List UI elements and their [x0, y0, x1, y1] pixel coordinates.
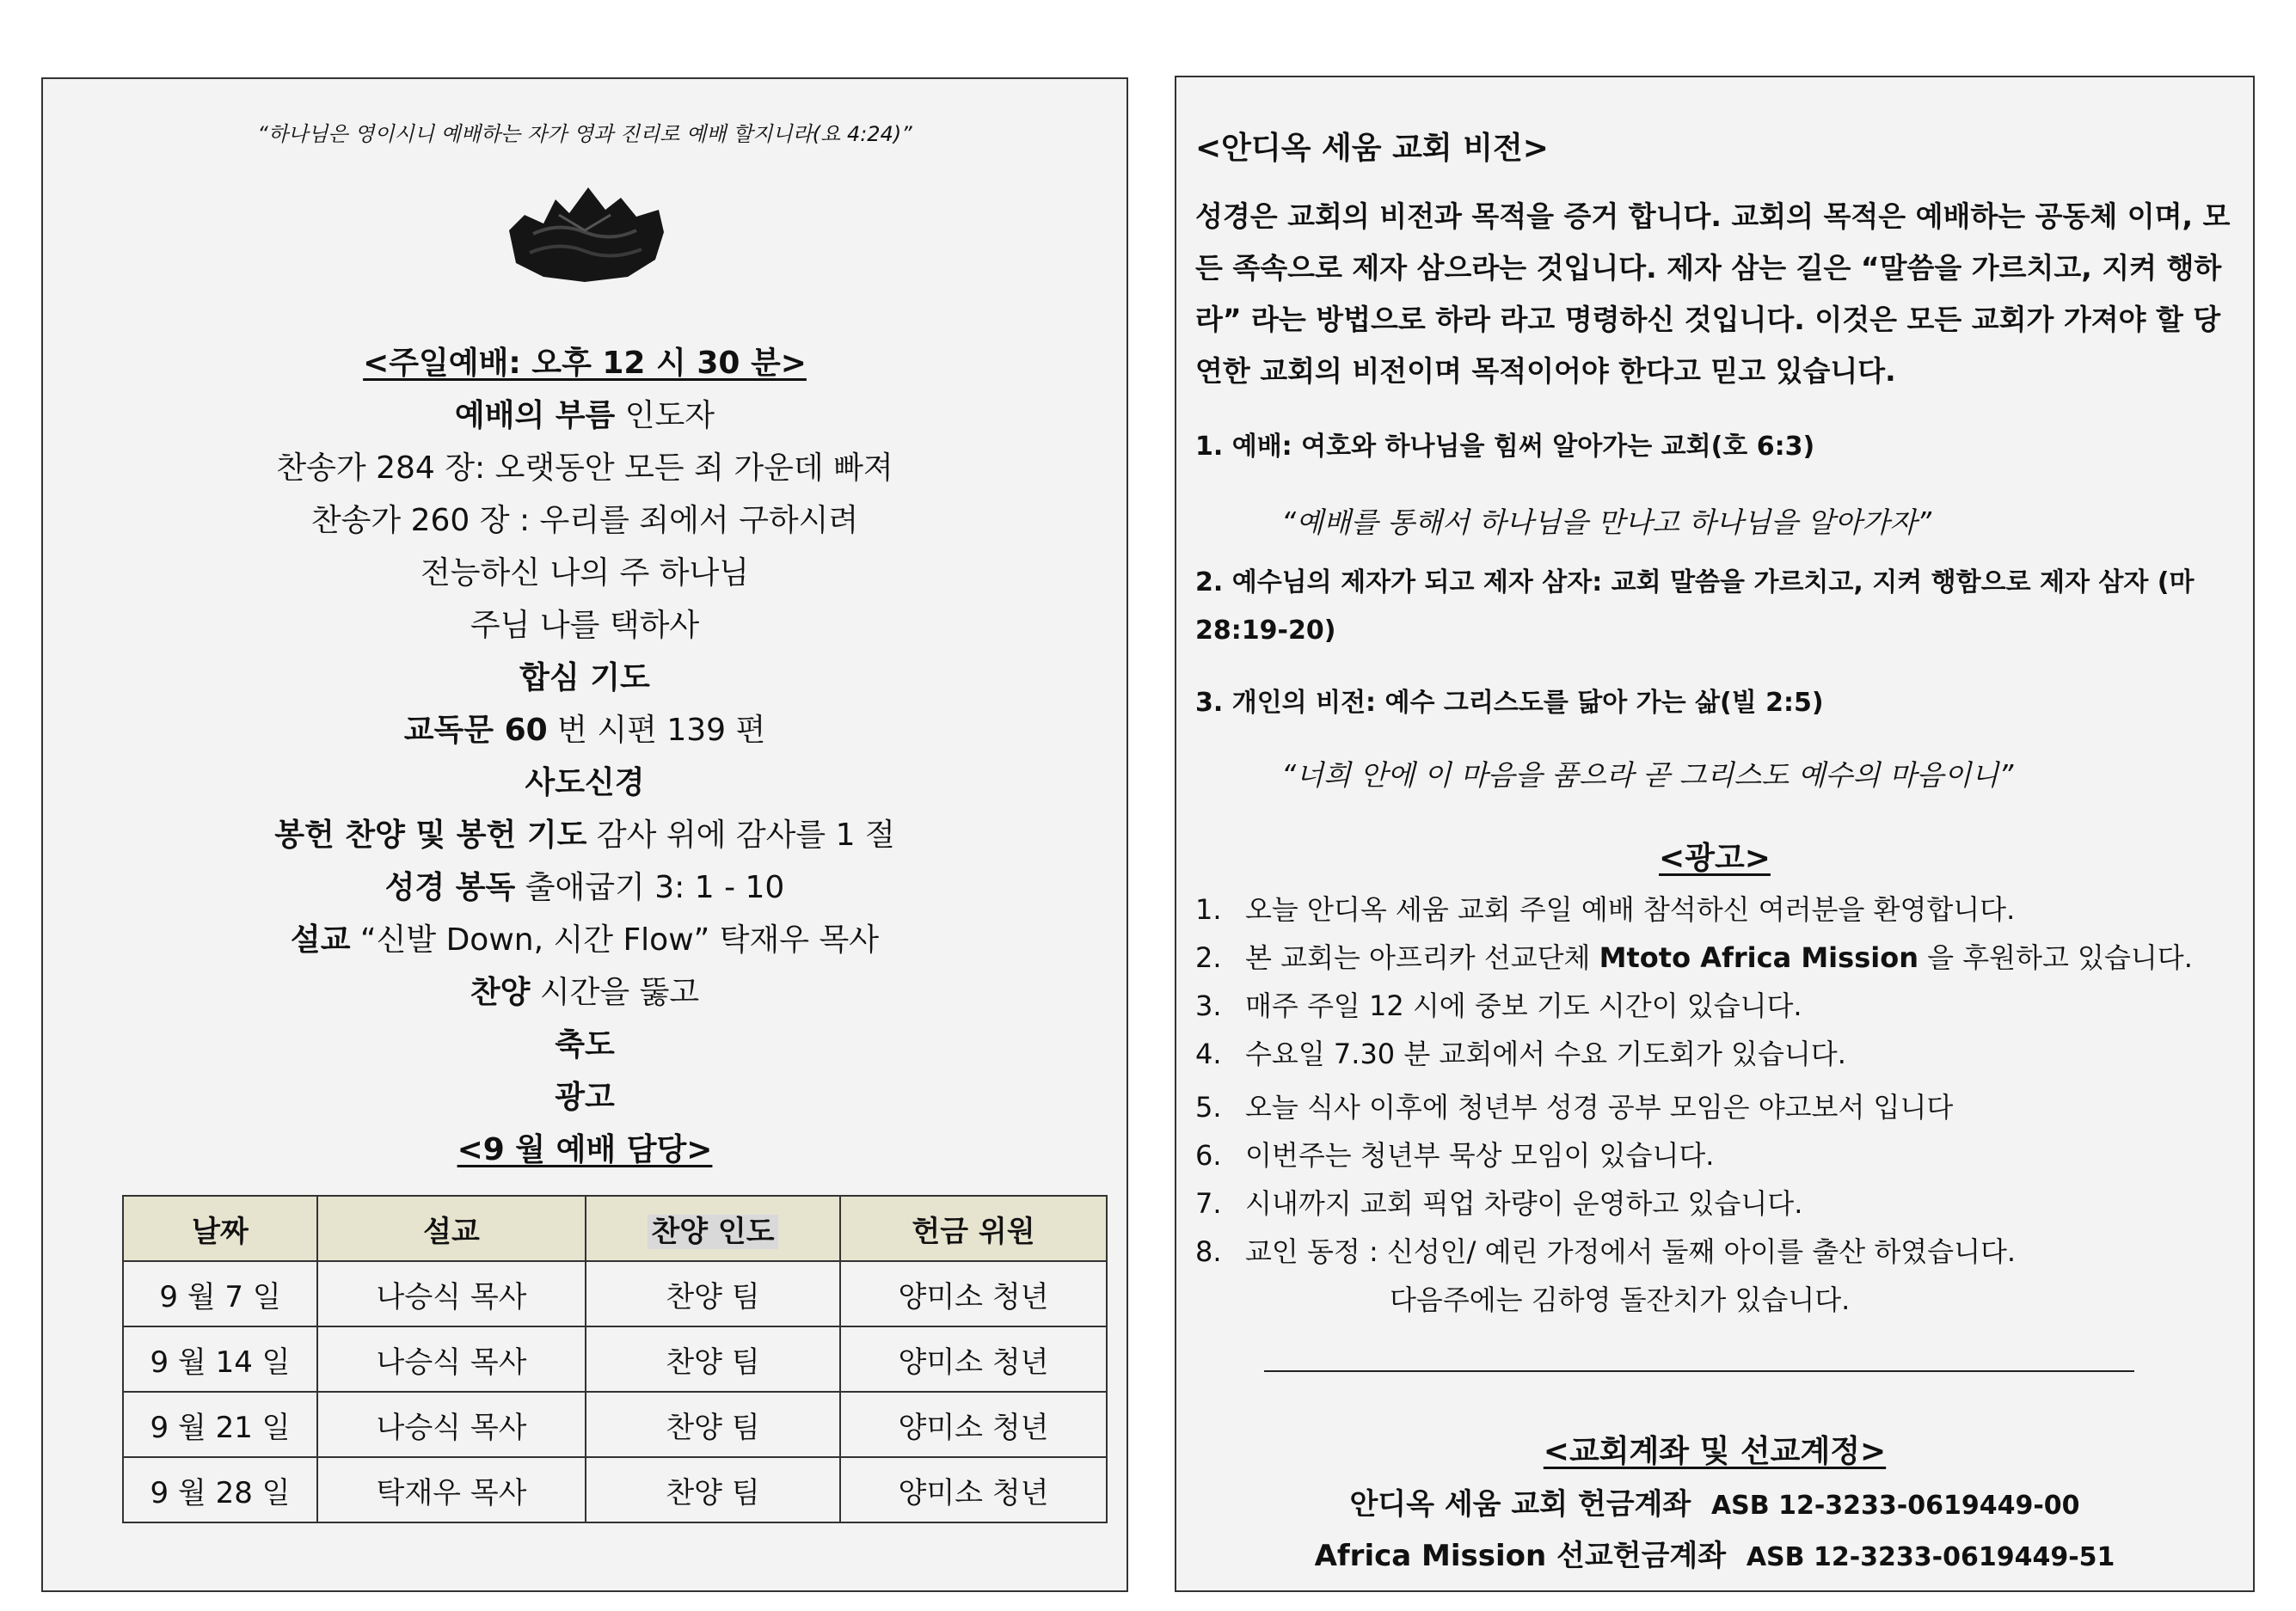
- order-line: 광고: [555, 1080, 615, 1115]
- list-item: 4. 수요일 7.30 분 교회에서 수요 기도회가 있습니다.: [1195, 1038, 1846, 1070]
- order-line: 설교 “신발 Down, 시간 Flow” 탁재우 목사: [290, 922, 880, 958]
- list-item-continuation: 다음주에는 김하영 돌잔치가 있습니다.: [1390, 1283, 1851, 1316]
- vision-point-2: 2. 예수님의 제자가 되고 제자 삼자: 교회 말씀을 가르치고, 지켜 행함으로 제자 삼자 (마 28:19-20): [1195, 567, 2195, 646]
- table-row: 9 월 7 일 나승식 목사 찬양 팀 양미소 청년: [123, 1261, 1107, 1326]
- order-line: 찬양 시간을 뚫고: [470, 975, 700, 1010]
- account-line-church: 안디옥 세움 교회 헌금계좌 ASB 12-3233-0619449-00: [1349, 1487, 2080, 1522]
- schedule-title: <9 월 예배 담당>: [457, 1132, 713, 1167]
- table-header-row: [123, 1196, 1107, 1261]
- ads-title: <광고>: [1659, 841, 1771, 876]
- order-line: 사도신경: [525, 765, 645, 800]
- list-item: 8. 교인 동정 : 신성인/ 예린 가정에서 둘째 아이를 출산 하였습니다.: [1195, 1235, 2017, 1268]
- schedule-table: [122, 1195, 1108, 1523]
- service-title: <주일예배: 오후 12 시 30 분>: [363, 346, 807, 381]
- vision-quote-3: “너희 안에 이 마음을 품으라 곧 그리스도 예수의 마음이니”: [1281, 758, 2014, 792]
- account-title: <교회계좌 및 선교계정>: [1543, 1434, 1887, 1469]
- ads-list: [1195, 885, 2244, 1324]
- order-line: 교독문 60 번 시편 139 편: [403, 713, 766, 748]
- order-line: 주님 나를 택하사: [470, 608, 700, 643]
- list-item: 5. 오늘 식사 이후에 청년부 성경 공부 모임은 야고보서 입니다: [1195, 1091, 1954, 1124]
- table-row: 9 월 28 일 탁재우 목사 찬양 팀 양미소 청년: [123, 1457, 1107, 1522]
- order-line: 봉헌 찬양 및 봉헌 기도 감사 위에 감사를 1 절: [274, 818, 895, 853]
- order-line: 전능하신 나의 주 하나님: [420, 555, 750, 591]
- vision-point-3: 3. 개인의 비전: 예수 그리스도를 닮아 가는 삶(빌 2:5): [1195, 688, 1824, 718]
- col-header-offering: 헌금 위원: [840, 1196, 1107, 1261]
- order-line: 찬송가 260 장 : 우리를 죄에서 구하시려: [310, 503, 859, 538]
- account-line-mission: Africa Mission 선교헌금계좌 ASB 12-3233-0619449-51: [1314, 1539, 2115, 1573]
- mission-name: Mtoto Africa Mission: [1599, 941, 1918, 974]
- list-item: 7. 시내까지 교회 픽업 차량이 운영하고 있습니다.: [1195, 1187, 1803, 1220]
- vision-paragraph: 성경은 교회의 비전과 목적을 증거 합니다. 교회의 목적은 예배하는 공동체 이며, 모든 족속으로 제자 삼으라는 것입니다. 제자 삼는 길은 “말씀을 가르치고, 지켜 행하라” 라는 방법으로 하라 라고 명령하신 것입니다. 이것은 모든 교회가 가져야 할 당연한 교회의 비전이며 목적이어야 한다고 믿고 있습니다.: [1195, 199, 2231, 388]
- list-item: 1. 오늘 안디옥 세움 교회 주일 예배 참석하신 여러분을 환영합니다.: [1195, 893, 2016, 926]
- bible-verse: “하나님은 영이시니 예배하는 자가 영과 진리로 예배 할지니라(요 4:24)”: [257, 122, 912, 146]
- vision-quote-1: “예배를 통해서 하나님을 만나고 하나님을 알아가자”: [1281, 505, 1932, 539]
- right-page: [1175, 76, 2255, 1592]
- vision-title: <안디옥 세움 교회 비전>: [1195, 131, 1549, 166]
- list-item: 2. 본 교회는 아프리카 선교단체 Mtoto Africa Mission 을 후원하고 있습니다.: [1195, 941, 2193, 974]
- worship-order: [43, 337, 1127, 1176]
- list-item: 6. 이번주는 청년부 묵상 모임이 있습니다.: [1195, 1139, 1715, 1172]
- list-item: 3. 매주 주일 12 시에 중보 기도 시간이 있습니다.: [1195, 989, 1802, 1022]
- order-line: 성경 봉독 출애굽기 3: 1 - 10: [384, 870, 785, 905]
- col-header-sermon: 설교: [317, 1196, 586, 1261]
- divider: [1264, 1370, 2134, 1372]
- order-line: 예배의 부름 인도자: [454, 398, 715, 433]
- table-row: 9 월 21 일 나승식 목사 찬양 팀 양미소 청년: [123, 1392, 1107, 1457]
- table-row: 9 월 14 일 나승식 목사 찬양 팀 양미소 청년: [123, 1326, 1107, 1392]
- order-line: 축도: [555, 1027, 615, 1063]
- left-page: [41, 77, 1128, 1592]
- order-line: 찬송가 284 장: 오랫동안 모든 죄 가운데 빠져: [276, 450, 893, 486]
- col-header-praise-leader: 찬양 인도: [586, 1196, 840, 1261]
- col-header-date: 날짜: [123, 1196, 317, 1261]
- vision-point-1: 1. 예배: 여호와 하나님을 힘써 알아가는 교회(호 6:3): [1195, 432, 1815, 462]
- order-line: 합심 기도: [519, 660, 650, 695]
- church-logo-icon: [499, 181, 671, 284]
